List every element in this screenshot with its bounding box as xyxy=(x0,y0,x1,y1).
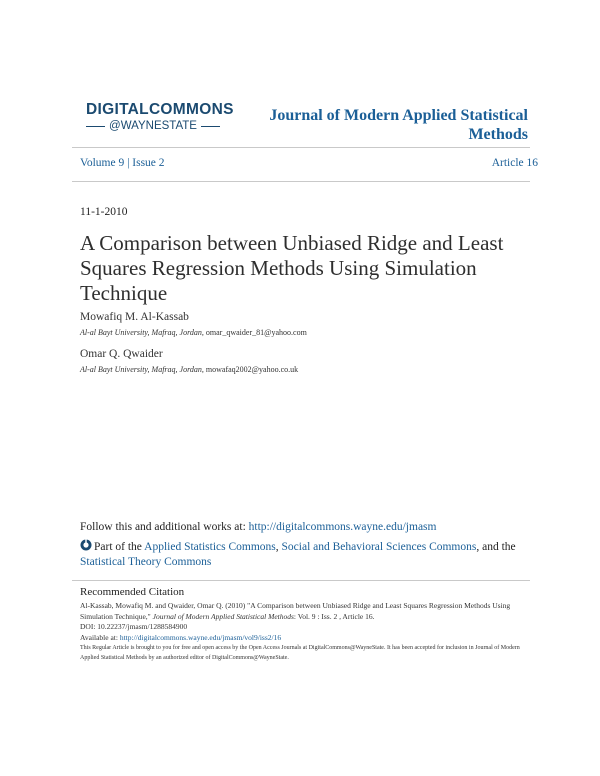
author-2-name: Omar Q. Qwaider xyxy=(80,348,163,360)
issue-link[interactable]: Issue 2 xyxy=(132,157,165,169)
volume-link[interactable]: Volume 9 xyxy=(80,157,125,169)
digitalcommons-logo-subtitle xyxy=(86,120,220,132)
statistical-theory-commons-link[interactable]: Statistical Theory Commons xyxy=(80,556,212,568)
author-1-email: , omar_qwaider_81@yahoo.com xyxy=(201,328,307,337)
article-title: A Comparison between Unbiased Ridge and Least Squares Regression Methods Using Simulation Technique xyxy=(80,231,504,305)
network-icon xyxy=(80,539,92,551)
citation-volume: : Vol. 9 : Iss. 2 , Article 16. xyxy=(293,611,375,621)
citation-journal: Journal of Modern Applied Statistical Methods xyxy=(152,611,294,621)
volume-issue-separator: | xyxy=(124,157,133,169)
article-link[interactable]: Article 16 xyxy=(491,157,538,169)
available-at-label: Available at: xyxy=(80,632,120,642)
part-of-prefix: Part of the xyxy=(94,541,145,553)
recommended-citation xyxy=(80,601,540,643)
follow-text: Follow this and additional works at: xyxy=(80,521,249,533)
follow-link[interactable]: http://digitalcommons.wayne.edu/jmasm xyxy=(248,521,437,533)
publication-date: 11-1-2010 xyxy=(80,206,128,218)
citation-divider xyxy=(72,580,530,581)
author-1-affiliation xyxy=(80,328,307,337)
author-2-affiliation-text: Al-al Bayt University, Mafraq, Jordan xyxy=(80,365,202,374)
part-of-separator-1: , xyxy=(275,541,282,553)
recommended-citation-heading: Recommended Citation xyxy=(80,586,185,598)
header-divider xyxy=(72,147,530,148)
open-access-notice: This Regular Article is brought to you for free and open access by the Open Access Journals at DigitalCommons@WayneState. It has been accepted for inclusion in Journal of Modern Applied Statistical Methods by an authorized editor of DigitalCommons@WayneState. xyxy=(80,645,520,661)
logo-subtitle-text: @WAYNESTATE xyxy=(109,120,197,132)
author-1-affiliation-text: Al-al Bayt University, Mafraq, Jordan xyxy=(80,328,202,337)
logo-rule-left xyxy=(86,126,105,127)
available-at-link[interactable]: http://digitalcommons.wayne.edu/jmasm/vol9/iss2/16 xyxy=(119,632,282,642)
applied-statistics-commons-link[interactable]: Applied Statistics Commons xyxy=(144,541,276,553)
citation-doi: DOI: 10.22237/jmasm/1288584900 xyxy=(80,622,188,631)
logo-rule-right xyxy=(201,126,220,127)
author-2-affiliation xyxy=(80,365,298,374)
author-1-name: Mowafiq M. Al-Kassab xyxy=(80,311,189,323)
part-of-separator-2: , and the xyxy=(476,541,516,553)
author-2-email: , mowafaq2002@yahoo.co.uk xyxy=(201,365,299,374)
digitalcommons-logo-title: DIGITALCOMMONS xyxy=(86,101,234,118)
volume-issue xyxy=(80,157,165,169)
part-of-line xyxy=(80,539,540,570)
social-behavioral-sciences-commons-link[interactable]: Social and Behavioral Sciences Commons xyxy=(281,541,477,553)
meta-divider xyxy=(72,181,530,182)
follow-line xyxy=(80,521,436,533)
journal-title[interactable]: Journal of Modern Applied Statistical Methods xyxy=(269,107,528,143)
citation-text: Al-Kassab, Mowafiq M. and Qwaider, Omar Q. (2010) "A Comparison between Unbiased Ridge and Least Squares Regression Methods Using Simulation Technique," xyxy=(80,601,511,621)
